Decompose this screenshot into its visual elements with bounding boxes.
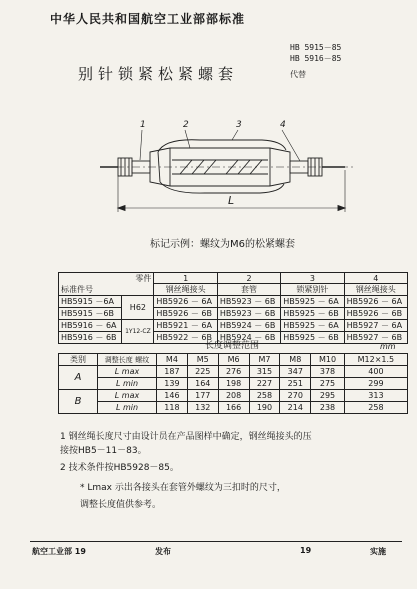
note-1-line-2: 接按HB5－11－83。 <box>60 446 147 456</box>
standard-number-2: HB 5916－85 <box>290 54 342 63</box>
col-num-2: 2 <box>217 273 280 284</box>
marking-example-caption: 标记示例：螺纹为M6的松紧螺套 <box>150 239 295 250</box>
footer-rule <box>30 541 402 542</box>
head-category: 类别 <box>59 354 98 366</box>
footer-publisher: 航空工业部 19 <box>32 547 86 556</box>
table-row: A L max 187 225 276 315 347 378 400 <box>59 366 408 378</box>
col-num-3: 3 <box>281 273 344 284</box>
col-num-4: 4 <box>344 273 407 284</box>
col-num-1: 1 <box>154 273 217 284</box>
col-name-3: 锁紧别针 <box>281 284 344 296</box>
dimension-label-L: L <box>228 194 235 207</box>
table-row: HB5916 － 6B HB5922 － 6B HB5924 － 6B HB5925 － 6B HB5927 － 6B <box>59 332 408 344</box>
table-row: L min 139 164 198 227 251 275 299 <box>59 378 408 390</box>
table-row: HB5916 － 6A 1Y12-CZ HB5921 － 6A HB5924 － 6B HB5925 － 6A HB5927 － 6A <box>59 320 408 332</box>
length-adjustment-table: 类别 调整长度 螺纹 M4 M5 M6 M7 M8 M10 M12×1.5 A L max 187 225 276 315 347 378 400 L min 139 164 198 227 251 275 299 B L max 146 177 208 258 270 295 313 L min 118 132 166 190 214 238 258 <box>58 353 408 414</box>
footer-implemented: 实施 <box>370 547 386 556</box>
table-row: L min 118 132 166 190 214 238 258 <box>59 402 408 414</box>
issuing-organization: 中华人民共和国航空工业部部标准 <box>50 12 246 26</box>
table-row: HB5915 －6A H62 HB5926 － 6A HB5923 － 6B HB5925 － 6A HB5926 － 6A <box>59 296 408 308</box>
table-row: HB5915 －6B HB5926 － 6B HB5923 － 6B HB5925 － 6B HB5926 － 6B <box>59 308 408 320</box>
footer-issued: 发布 <box>155 547 171 556</box>
leader-label-1: 1 <box>140 120 146 130</box>
note-star-line-2: 调整长度值供参考。 <box>80 500 162 510</box>
leader-label-2: 2 <box>183 120 189 130</box>
parts-table-corner: 零件 标准件号 <box>59 273 154 296</box>
col-name-1: 钢丝绳接头 <box>154 284 217 296</box>
leader-label-3: 3 <box>236 120 242 130</box>
leader-label-4: 4 <box>280 120 286 130</box>
note-star-line-1: * Lmax 示出各接头在套管外螺纹为三扣时的尺寸， <box>80 483 286 493</box>
head-param: 调整长度 螺纹 <box>98 354 157 366</box>
table-row: B L max 146 177 208 258 270 295 313 <box>59 390 408 402</box>
col-name-2: 套管 <box>217 284 280 296</box>
note-1-line-1: 1 钢丝绳长度尺寸由设计员在产品图样中确定，钢丝绳接头的压 <box>60 432 312 442</box>
length-table-unit: mm <box>380 342 396 351</box>
note-2: 2 技术条件按HB5928－85。 <box>60 463 179 473</box>
standard-number-1: HB 5915－85 <box>290 43 342 52</box>
replaces-label: 代替 <box>290 70 306 79</box>
col-name-4: 钢丝绳接头 <box>344 284 407 296</box>
footer-year: 19 <box>300 546 312 555</box>
parts-table <box>58 272 408 344</box>
document-title: 别针锁紧松紧螺套 <box>78 65 239 83</box>
length-table-title: 长度调整范围 <box>205 341 260 351</box>
